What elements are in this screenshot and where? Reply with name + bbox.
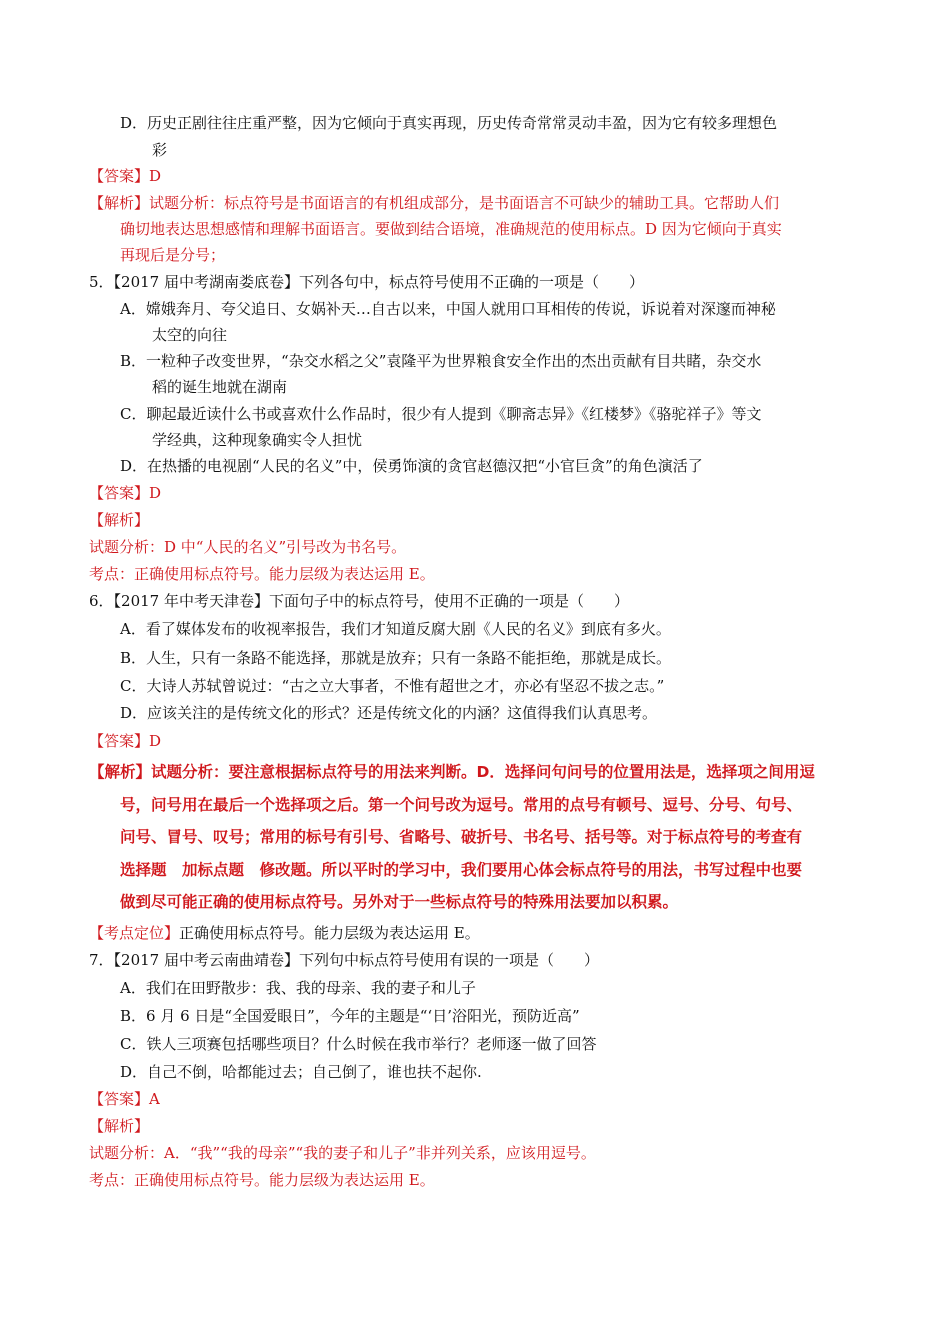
q5-analysis: 试题分析：D 中“人民的名义”引号改为书名号。 (89, 538, 407, 556)
q7-key-point: 考点：正确使用标点符号。能力层级为表达运用 E。 (89, 1171, 435, 1189)
q6-analysis-cont: 做到尽可能正确的使用标点符号。另外对于一些标点符号的特殊用法要加以积累。 (120, 893, 679, 911)
q5-option-c-cont: 学经典，这种现象确实令人担忧 (152, 431, 363, 449)
q6-analysis-cont: 问号、冒号、叹号；常用的标号有引号、省略号、破折号、书名号、括号等。对于标点符号的考查有 (120, 828, 803, 846)
q4-analysis-cont: 再现后是分号； (120, 246, 226, 264)
q6-answer: 【答案】D (89, 732, 162, 750)
q7-option-d: D．自己不倒，哈都能过去；自己倒了，谁也扶不起你. (120, 1063, 482, 1081)
q7-analysis-label: 【解析】 (89, 1117, 150, 1135)
q7-option-c: C．铁人三项赛包括哪些项目？什么时候在我市举行？老师逐一做了回答 (120, 1035, 597, 1053)
q6-key-point (89, 923, 480, 943)
q5-option-a-cont: 太空的向往 (152, 326, 228, 344)
q7-option-a: A．我们在田野散步：我、我的母亲、我的妻子和儿子 (120, 979, 476, 997)
q7-option-b: B．6 月 6 日是“全国爱眼日”，今年的主题是“‘日’浴阳光，预防近高” (120, 1007, 580, 1025)
q5-option-a: A．嫦娥奔月、夸父追日、女娲补天…自古以来，中国人就用口耳相传的传说，诉说着对深邃而神秘 (120, 300, 776, 318)
key-point-text: 正确使用标点符号。能力层级为表达运用 E。 (179, 924, 480, 942)
q5-option-b-cont: 稻的诞生地就在湖南 (152, 378, 288, 396)
q5-option-c: C．聊起最近读什么书或喜欢什么作品时，很少有人提到《聊斋志异》《红楼梦》《骆驼祥子》等文 (120, 405, 762, 423)
q7-stem: 7．【2017 届中考云南曲靖卷】下列句中标点符号使用有误的一项是（ ） (89, 951, 599, 969)
q4-option-d-cont: 彩 (152, 141, 168, 159)
q5-analysis-label: 【解析】 (89, 511, 150, 529)
q4-analysis-cont: 确切地表达思想感情和理解书面语言。要做到结合语境，准确规范的使用标点。D 因为它倾向于真实 (120, 220, 782, 238)
q6-option-a: A．看了媒体发布的收视率报告，我们才知道反腐大剧《人民的名义》到底有多火。 (120, 620, 671, 638)
q5-option-d: D．在热播的电视剧“人民的名义”中，侯勇饰演的贪官赵德汉把“小官巨贪”的角色演活了 (120, 457, 703, 475)
q6-analysis-cont: 选择题 加标点题 修改题。所以平时的学习中，我们要用心体会标点符号的用法，书写过程中也要 (120, 861, 803, 879)
q6-option-d: D．应该关注的是传统文化的形式？还是传统文化的内涵？这值得我们认真思考。 (120, 704, 658, 722)
q7-answer: 【答案】A (89, 1090, 160, 1108)
q4-answer: 【答案】D (89, 167, 162, 185)
q6-analysis-cont: 号，问号用在最后一个选择项之后。第一个问号改为逗号。常用的点号有顿号、逗号、分号、句号、 (120, 796, 803, 814)
key-point-tag: 【考点定位】 (89, 924, 180, 942)
q5-option-b: B．一粒种子改变世界，“杂交水稻之父”袁隆平为世界粮食安全作出的杰出贡献有目共睹，杂交水 (120, 352, 762, 370)
q4-option-d: D．历史正剧往往庄重严整，因为它倾向于真实再现，历史传奇常常灵动丰盈，因为它有较多理想色 (120, 114, 778, 132)
q6-option-c: C．大诗人苏轼曾说过：“古之立大事者，不惟有超世之才，亦必有坚忍不拔之志。” (120, 677, 665, 695)
q5-stem: 5．【2017 届中考湖南娄底卷】下列各句中，标点符号使用不正确的一项是（ ） (89, 273, 644, 291)
q6-option-b: B．人生，只有一条路不能选择，那就是放弃；只有一条路不能拒绝，那就是成长。 (120, 649, 672, 667)
q5-answer: 【答案】D (89, 484, 162, 502)
q5-key-point: 考点：正确使用标点符号。能力层级为表达运用 E。 (89, 565, 435, 583)
q4-analysis: 【解析】试题分析：标点符号是书面语言的有机组成部分，是书面语言不可缺少的辅助工具。它帮助人们 (89, 194, 780, 212)
q7-analysis: 试题分析：A．“我”“我的母亲”“我的妻子和儿子”非并列关系，应该用逗号。 (89, 1144, 596, 1162)
q6-analysis: 【解析】试题分析：要注意根据标点符号的用法来判断。D．选择问句问号的位置用法是，选择项之间用逗 (89, 763, 815, 781)
q6-stem: 6．【2017 年中考天津卷】下面句子中的标点符号，使用不正确的一项是（ ） (89, 592, 629, 610)
